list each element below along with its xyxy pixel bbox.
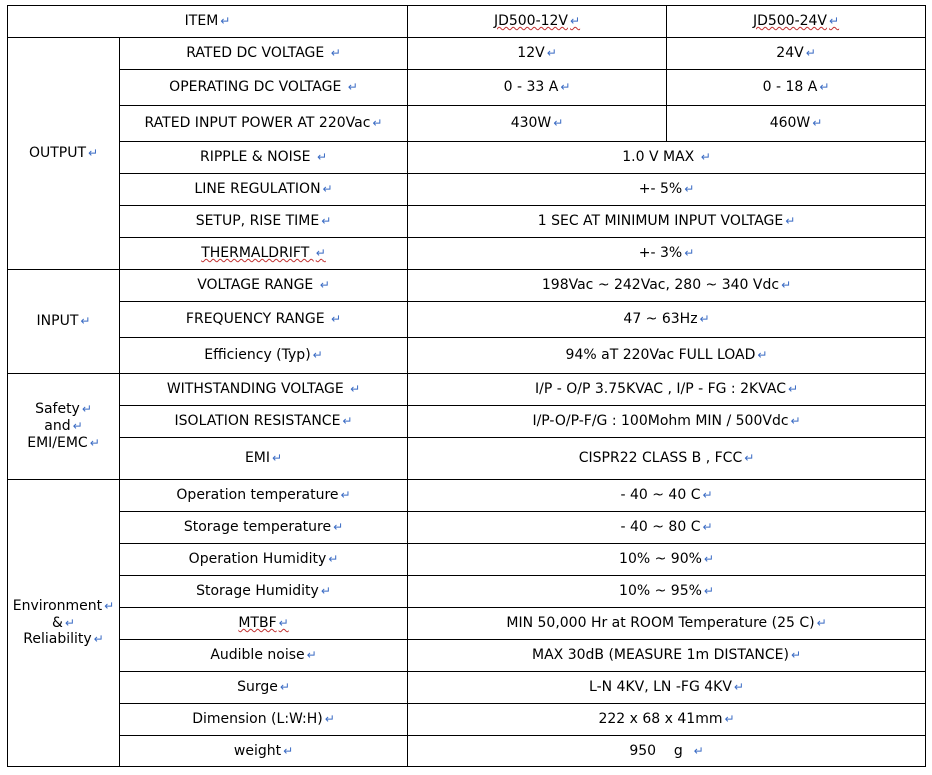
value-12v-cell (408, 106, 667, 142)
spec-table (7, 5, 926, 767)
value-cell (408, 736, 926, 767)
table-row (8, 302, 926, 338)
row-label-cell (120, 374, 408, 406)
header-model-24v: JD500-24V ↵ (753, 13, 839, 29)
row-label: THERMALDRIFT ↵ (201, 245, 326, 261)
table-row (8, 270, 926, 302)
section-safety-line: and ↵ (12, 418, 115, 435)
value-12v: 430W ↵ (511, 115, 564, 131)
value-24v: 0 - 18 A ↵ (763, 79, 830, 95)
row-value: 950 g ↵ (629, 743, 703, 759)
row-value: +- 5% ↵ (639, 181, 695, 197)
value-cell (408, 302, 926, 338)
table-row (8, 512, 926, 544)
value-12v: 0 - 33 A ↵ (504, 79, 571, 95)
row-label-cell (120, 640, 408, 672)
row-value: 198Vac ~ 242Vac, 280 ~ 340 Vdc ↵ (542, 277, 791, 293)
row-value: 222 x 68 x 41mm ↵ (598, 711, 734, 727)
row-label-cell (120, 736, 408, 767)
row-label-cell (120, 238, 408, 270)
section-safety (8, 374, 120, 480)
row-label-cell (120, 142, 408, 174)
row-value: - 40 ~ 80 C ↵ (620, 519, 712, 535)
row-label-cell (120, 338, 408, 374)
row-label-cell (120, 406, 408, 438)
table-row (8, 174, 926, 206)
row-label: Dimension (L:W:H) ↵ (192, 711, 335, 727)
value-12v-cell (408, 38, 667, 70)
row-label-cell (120, 480, 408, 512)
value-24v-cell (667, 70, 926, 106)
row-value: 47 ~ 63Hz ↵ (623, 311, 709, 327)
row-label-cell (120, 174, 408, 206)
row-label: MTBF ↵ (238, 615, 288, 631)
value-cell (408, 338, 926, 374)
row-label-cell (120, 544, 408, 576)
row-label: OPERATING DC VOLTAGE ↵ (169, 79, 358, 95)
row-label: LINE REGULATION ↵ (194, 181, 332, 197)
row-value: MAX 30dB (MEASURE 1m DISTANCE) ↵ (532, 647, 801, 663)
row-value: L-N 4KV, LN -FG 4KV ↵ (589, 679, 744, 695)
section-output-label: OUTPUT ↵ (12, 145, 115, 162)
value-cell (408, 608, 926, 640)
value-cell (408, 544, 926, 576)
section-environment (8, 480, 120, 767)
row-label-cell (120, 438, 408, 480)
table-row (8, 608, 926, 640)
row-label: weight ↵ (234, 743, 293, 759)
row-label: VOLTAGE RANGE ↵ (197, 277, 330, 293)
row-label: RATED INPUT POWER AT 220Vac ↵ (145, 115, 383, 131)
row-label: RIPPLE & NOISE ↵ (200, 149, 327, 165)
row-value: - 40 ~ 40 C ↵ (620, 487, 712, 503)
row-label: Audible noise ↵ (210, 647, 316, 663)
table-row (8, 480, 926, 512)
row-value: 1.0 V MAX ↵ (622, 149, 711, 165)
table-row (8, 406, 926, 438)
row-value: 94% aT 220Vac FULL LOAD ↵ (566, 347, 768, 363)
row-label-cell (120, 672, 408, 704)
row-value: 10% ~ 95% ↵ (619, 583, 714, 599)
value-cell (408, 438, 926, 480)
table-row (8, 576, 926, 608)
value-cell (408, 576, 926, 608)
row-label-cell (120, 38, 408, 70)
header-model-12v: JD500-12V ↵ (494, 13, 580, 29)
section-environment-line: Reliability ↵ (12, 631, 115, 648)
table-row (8, 38, 926, 70)
value-cell (408, 206, 926, 238)
row-label: SETUP, RISE TIME ↵ (196, 213, 332, 229)
row-label: Surge ↵ (237, 679, 290, 695)
row-value: I/P-O/P-F/G : 100Mohm MIN / 500Vdc ↵ (532, 413, 800, 429)
header-item: ITEM ↵ (185, 13, 231, 29)
table-row (8, 438, 926, 480)
header-model-24v-cell (667, 6, 926, 38)
table-row (8, 640, 926, 672)
value-24v-cell (667, 38, 926, 70)
value-12v: 12V ↵ (517, 45, 556, 61)
row-value: 10% ~ 90% ↵ (619, 551, 714, 567)
row-label-cell (120, 70, 408, 106)
row-value: MIN 50,000 Hr at ROOM Temperature (25 C) ↵ (506, 615, 826, 631)
value-24v-cell (667, 106, 926, 142)
value-cell (408, 640, 926, 672)
row-label: WITHSTANDING VOLTAGE ↵ (167, 381, 360, 397)
row-label-cell (120, 302, 408, 338)
row-label-cell (120, 576, 408, 608)
row-label: Operation Humidity ↵ (189, 551, 339, 567)
table-row (8, 70, 926, 106)
value-cell (408, 270, 926, 302)
row-label-cell (120, 704, 408, 736)
section-environment-line: Environment ↵ (12, 598, 115, 615)
row-label-cell (120, 512, 408, 544)
table-row (8, 704, 926, 736)
row-label: Storage temperature ↵ (184, 519, 343, 535)
row-label-cell (120, 106, 408, 142)
row-label: Efficiency (Typ) ↵ (204, 347, 322, 363)
table-row (8, 206, 926, 238)
row-label: EMI ↵ (245, 450, 282, 466)
header-item-cell (8, 6, 408, 38)
value-cell (408, 704, 926, 736)
section-safety-line: EMI/EMC ↵ (12, 435, 115, 452)
table-row (8, 736, 926, 767)
row-label-cell (120, 608, 408, 640)
header-model-12v-cell (408, 6, 667, 38)
row-value: I/P - O/P 3.75KVAC , I/P - FG : 2KVAC ↵ (535, 381, 798, 397)
value-24v: 24V ↵ (776, 45, 815, 61)
row-value: +- 3% ↵ (639, 245, 695, 261)
header-row (8, 6, 926, 38)
table-row (8, 238, 926, 270)
value-cell (408, 480, 926, 512)
section-output (8, 38, 120, 270)
row-label: Storage Humidity ↵ (196, 583, 331, 599)
table-row (8, 672, 926, 704)
value-cell (408, 174, 926, 206)
row-label: Operation temperature ↵ (176, 487, 350, 503)
row-label-cell (120, 270, 408, 302)
table-row (8, 338, 926, 374)
section-safety-line: Safety ↵ (12, 401, 115, 418)
value-cell (408, 238, 926, 270)
row-label-cell (120, 206, 408, 238)
row-label: ISOLATION RESISTANCE ↵ (175, 413, 353, 429)
section-input-label: INPUT ↵ (12, 313, 115, 330)
value-12v-cell (408, 70, 667, 106)
row-label: RATED DC VOLTAGE ↵ (186, 45, 341, 61)
row-value: CISPR22 CLASS B , FCC ↵ (579, 450, 755, 466)
value-cell (408, 512, 926, 544)
value-cell (408, 374, 926, 406)
value-cell (408, 142, 926, 174)
row-value: 1 SEC AT MINIMUM INPUT VOLTAGE ↵ (538, 213, 796, 229)
value-24v: 460W ↵ (770, 115, 823, 131)
section-input (8, 270, 120, 374)
table-row (8, 374, 926, 406)
table-row (8, 544, 926, 576)
table-row (8, 142, 926, 174)
section-environment-line: & ↵ (12, 615, 115, 632)
value-cell (408, 672, 926, 704)
table-row (8, 106, 926, 142)
row-label: FREQUENCY RANGE ↵ (186, 311, 341, 327)
value-cell (408, 406, 926, 438)
